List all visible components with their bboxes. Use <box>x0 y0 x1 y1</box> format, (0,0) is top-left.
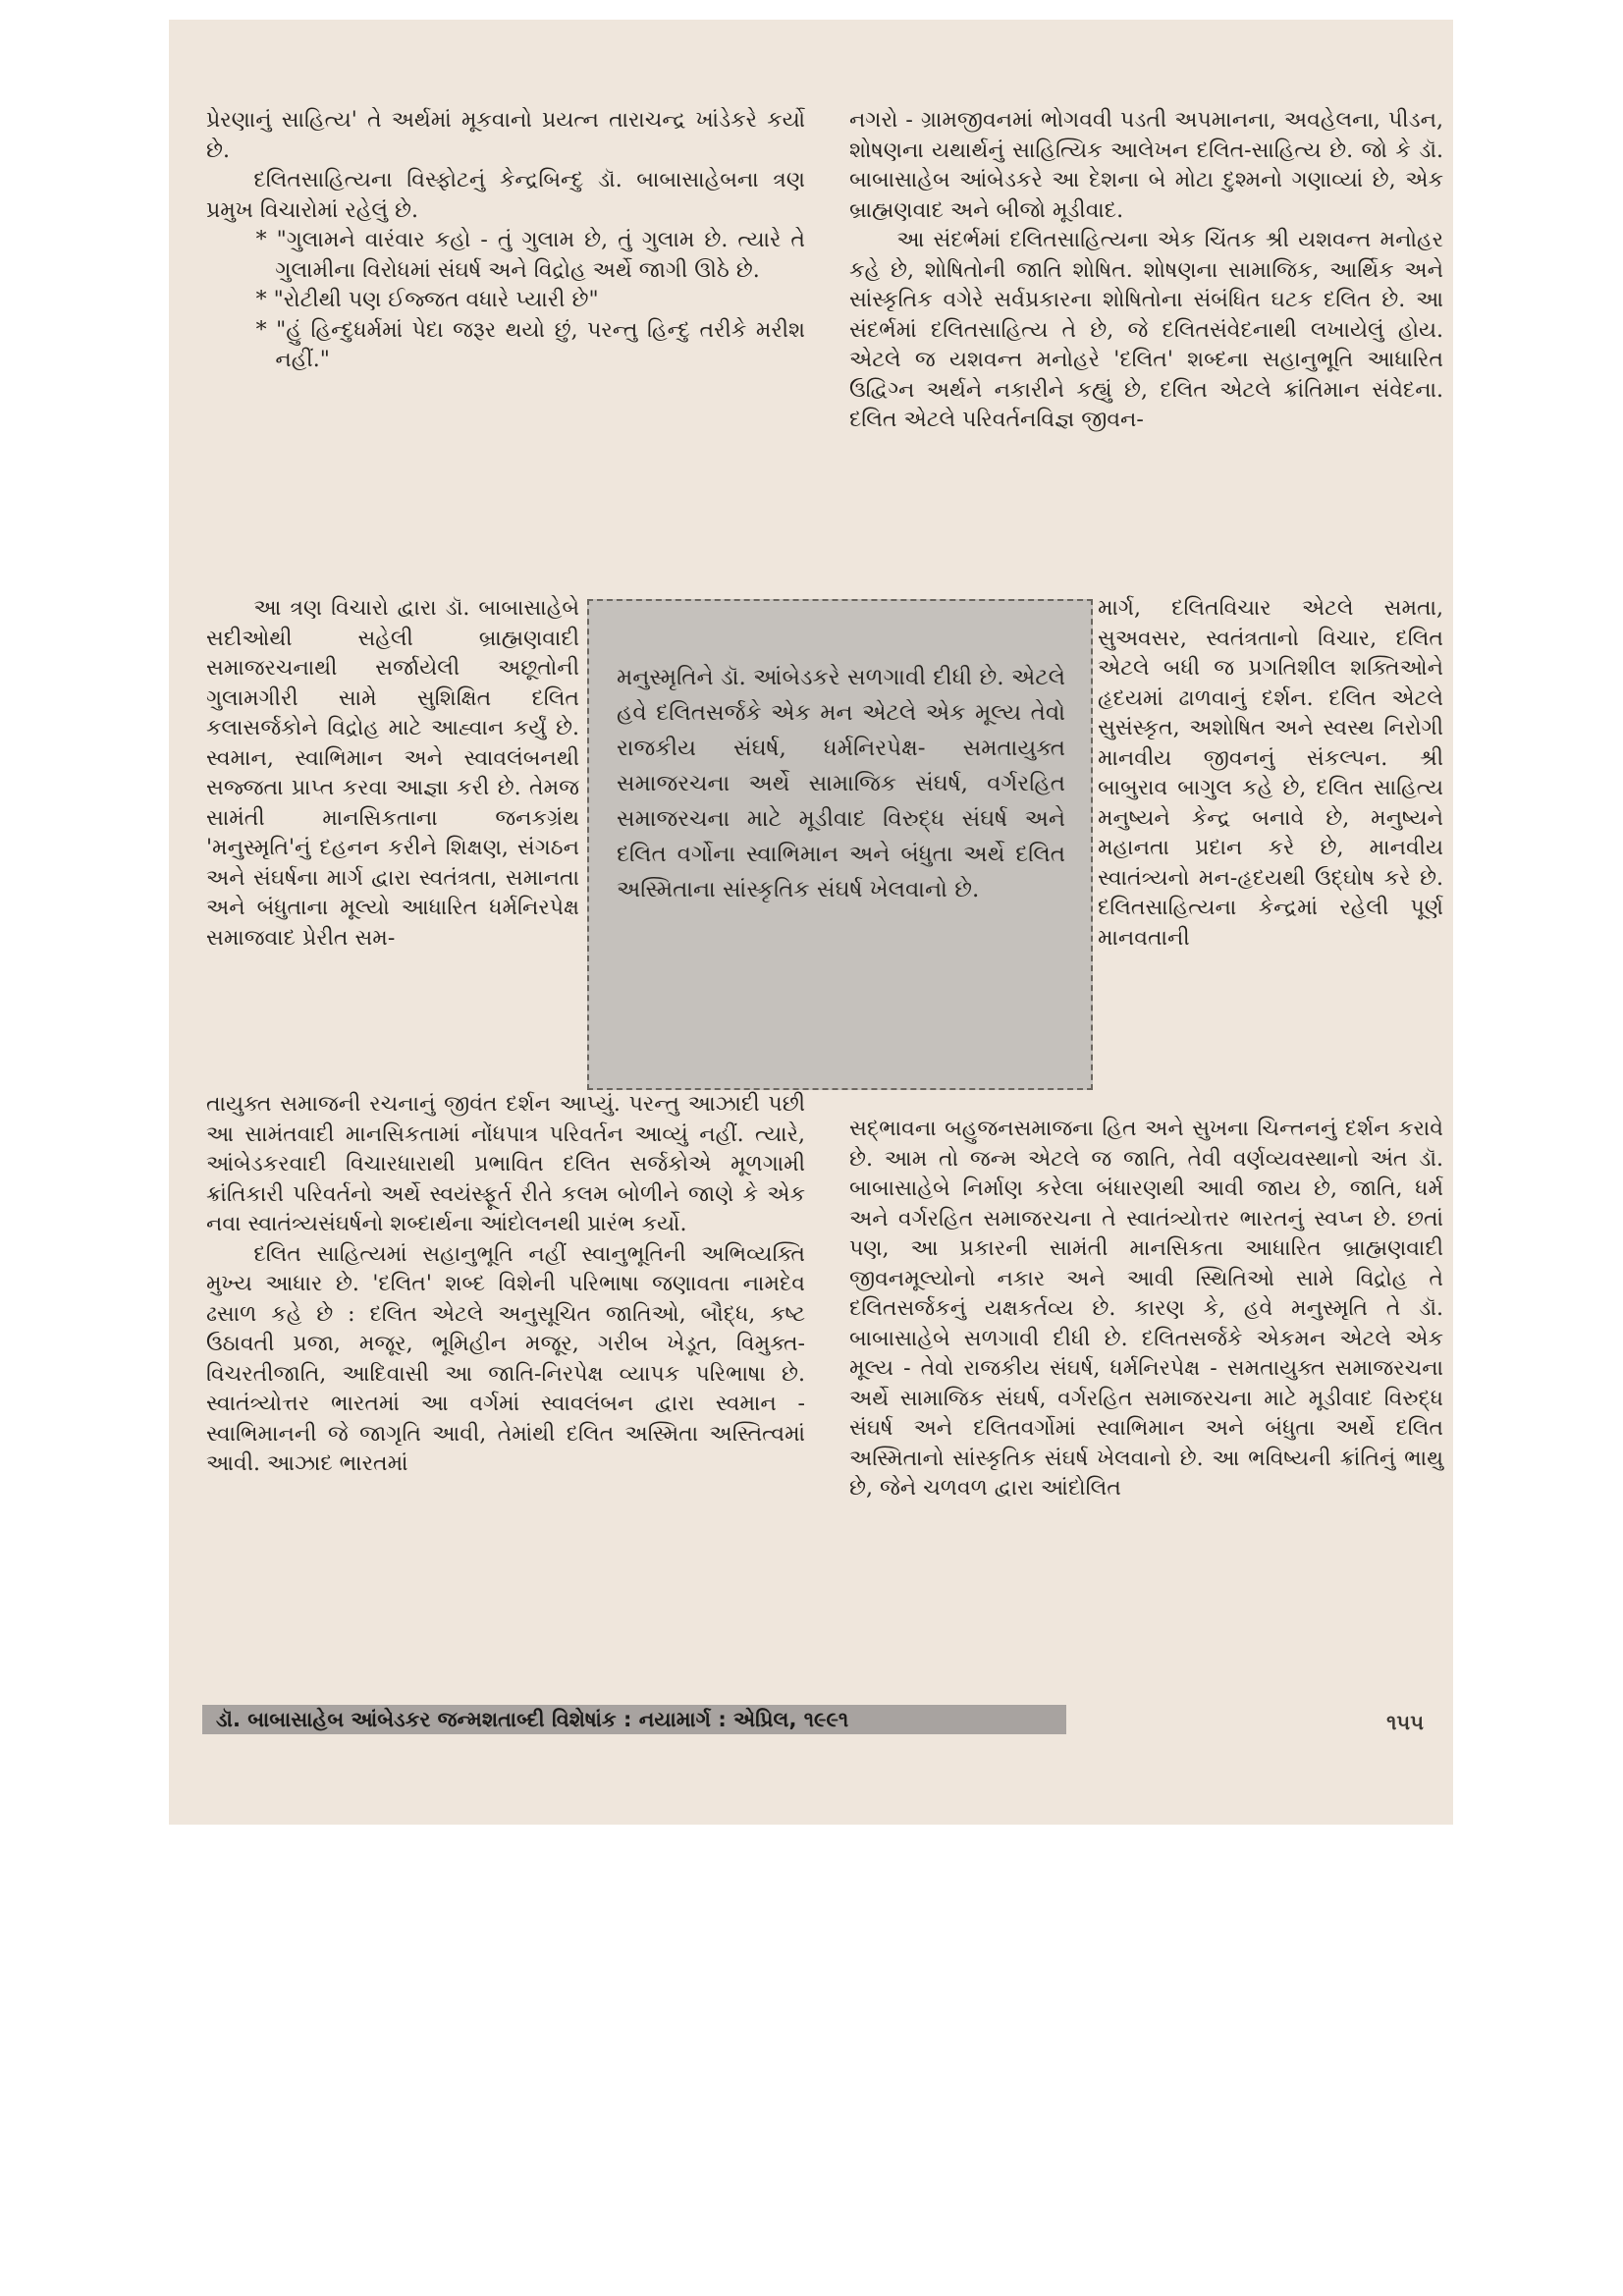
pull-quote-box <box>587 599 1093 1090</box>
right-bottom-paragraph: સદ્ભાવના બહુજનસમાજના હિત અને સુખના ચિન્તનનું દર્શન કરાવે છે. આમ તો જન્મ એટલે જ જાતિ, તેવી વર્ણવ્યવસ્થાનો અંત ડૉ. બાબાસાહેબે નિર્માણ કરેલા બંધારણથી આવી જાય છે, જાતિ, ધર્મ અને વર્ગરહિત સમાજરચના તે સ્વાતંત્ર્યોત્તર ભારતનું સ્વપ્ન છે. છતાં પણ, આ પ્રકારની સામંતી માનસિકતા આધારિત બ્રાહ્મણવાદી જીવનમૂલ્યોનો નકાર અને આવી સ્થિતિઓ સામે વિદ્રોહ તે દલિતસર્જકનું યક્ષકર્તવ્ય છે. કારણ કે, હવે મનુસ્મૃતિ તે ડૉ. બાબાસાહેબે સળગાવી દીધી છે. દલિતસર્જકે એકમન એટલે એક મૂલ્ય - તેવો રાજકીય સંઘર્ષ, ધર્મનિરપેક્ષ - સમતાયુક્ત સમાજરચના અર્થે સામાજિક સંઘર્ષ, વર્ગરહિત સમાજરચના માટે મૂડીવાદ વિરુદ્ધ સંઘર્ષ અને દલિતવર્ગોમાં સ્વાભિમાન અને બંધુતા અર્થે દલિત અસ્મિતાનો સાંસ્કૃતિક સંઘર્ષ ખેલવાનો છે. આ ભવિષ્યની ક્રાંતિનું ભાથુ છે, જેને ચળવળ દ્વારા આંદોલિત <box>849 1117 1443 1501</box>
paragraph: દલિતસાહિત્યના વિસ્ફોટનું કેન્દ્રબિન્દુ ડૉ. બાબાસાહેબના ત્રણ પ્રમુખ વિચારોમાં રહેલું છે. <box>206 168 805 223</box>
paragraph: * "રોટીથી પણ ઈજ્જત વધારે પ્યારી છે" <box>255 288 599 312</box>
left-column-narrow <box>206 594 579 954</box>
page-number: ૧૫૫ <box>1386 1711 1424 1734</box>
left-column-bottom <box>206 1090 805 1480</box>
running-footer-title: ડૉ. બાબાસાહેબ આંબેડકર જન્મશતાબ્દી વિશેષાંક : નયામાર્ગ : એપ્રિલ, ૧૯૯૧ <box>216 1708 849 1731</box>
right-narrow-paragraph: માર્ગ, દલિતવિચાર એટલે સમતા, સુઅવસર, સ્વતંત્રતાનો વિચાર, દલિત એટલે બધી જ પ્રગતિશીલ શક્તિઓને હૃદયમાં ઢાળવાનું દર્શન. દલિત એટલે સુસંસ્કૃત, અશોષિત અને સ્વસ્થ નિરોગી માનવીય જીવનનું સંકલ્પન. શ્રી બાબુરાવ બાગુલ કહે છે, દલિત સાહિત્ય મનુષ્યને કેન્દ્ર બનાવે છે, મનુષ્યને મહાનતા પ્રદાન કરે છે, માનવીય સ્વાતંત્ર્યનો મન-હૃદયથી ઉદ્ઘોષ કરે છે. દલિતસાહિત્યના કેન્દ્રમાં રહેલી પૂર્ણ માનવતાની <box>1098 596 1443 951</box>
pull-quote-text: મનુસ્મૃતિને ડૉ. આંબેડકરે સળગાવી દીધી છે. એટલે હવે દલિતસર્જકે એક મન એટલે એક મૂલ્ય તેવો રાજકીય સંઘર્ષ, ધર્મનિરપેક્ષ- સમતાયુક્ત સમાજરચના અર્થે સામાજિક સંઘર્ષ, વર્ગરહિત સમાજરચના માટે મૂડીવાદ વિરુદ્ધ સંઘર્ષ અને દલિત વર્ગોના સ્વાભિમાન અને બંધુતા અર્થે દલિત અસ્મિતાના સાંસ્કૃતિક સંઘર્ષ ખેલવાનો છે. <box>617 665 1065 902</box>
paragraph: નગરો - ગ્રામજીવનમાં ભોગવવી પડતી અપમાનના, અવહેલના, પીડન, શોષણના યથાર્થનું સાહિત્યિક આલેખન દલિત-સાહિત્ય છે. જો કે ડૉ. બાબાસાહેબ આંબેડકરે આ દેશના બે મોટા દુશ્મનો ગણાવ્યાં છે, એક બ્રાહ્મણવાદ અને બીજો મૂડીવાદ. <box>849 108 1443 223</box>
paragraph: * "ગુલામને વારંવાર કહો - તું ગુલામ છે, તું ગુલામ છે. ત્યારે તે ગુલામીના વિરોધમાં સંઘર્ષ અને વિદ્રોહ અર્થે જાગી ઊઠે છે. <box>255 228 805 283</box>
left-narrow-paragraph: આ ત્રણ વિચારો દ્વારા ડૉ. બાબાસાહેબે સદીઓથી સહેલી બ્રાહ્મણવાદી સમાજરચનાથી સર્જાયેલી અછૂતોની ગુલામગીરી સામે સુશિક્ષિત દલિત કલાસર્જકોને વિદ્રોહ માટે આહ્વાન કર્યું છે. સ્વમાન, સ્વાભિમાન અને સ્વાવલંબનથી સજ્જતા પ્રાપ્ત કરવા આજ્ઞા કરી છે. તેમજ સામંતી માનસિકતાના જનકગ્રંથ 'મનુસ્મૃતિ'નું દહનન કરીને શિક્ષણ, સંગઠન અને સંઘર્ષના માર્ગ દ્વારા સ્વતંત્રતા, સમાનતા અને બંધુતાના મૂલ્યો આધારિત ધર્મનિરપેક્ષ સમાજવાદ પ્રેરીત સમ- <box>206 596 579 951</box>
paragraph: તાયુક્ત સમાજની રચનાનું જીવંત દર્શન આપ્યું. પરન્તુ આઝાદી પછી આ સામંતવાદી માનસિકતામાં નોંધપાત્ર પરિવર્તન આવ્યું નહીં. ત્યારે, આંબેડકરવાદી વિચારધારાથી પ્રભાવિત દલિત સર્જકોએ મૂળગામી ક્રાંતિકારી પરિવર્તનો અર્થે સ્વયંસ્ફૂર્ત રીતે કલમ બોળીને જાણે કે એક નવા સ્વાતંત્ર્યસંઘર્ષનો શબ્દાર્થના આંદોલનથી પ્રારંભ કર્યો. <box>206 1092 805 1236</box>
paragraph: * "હું હિન્દુધર્મમાં પેદા જરૂર થયો છું, પરન્તુ હિન્દુ તરીકે મરીશ નહીં." <box>255 317 805 372</box>
paragraph: આ સંદર્ભમાં દલિતસાહિત્યના એક ચિંતક શ્રી યશવન્ત મનોહર કહે છે, શોષિતોની જાતિ શોષિત. શોષણના સામાજિક, આર્થિક અને સાંસ્કૃતિક વગેરે સર્વપ્રકારના શોષિતોના સંબંધિત ઘટક દલિત છે. આ સંદર્ભમાં દલિતસાહિત્ય તે છે, જે દલિતસંવેદનાથી લખાયેલું હોય. એટલે જ યશવન્ત મનોહરે 'દલિત' શબ્દના સહાનુભૂતિ આધારિત ઉદ્વિગ્ન અર્થને નકારીને કહ્યું છે, દલિત એટલે ક્રાંતિમાન સંવેદના. દલિત એટલે પરિવર્તનવિજ્ઞ જીવન- <box>849 228 1443 432</box>
paragraph: પ્રેરણાનું સાહિત્ય' તે અર્થમાં મૂકવાનો પ્રયત્ન તારાચન્દ્ર ખાંડેકરે કર્યો છે. <box>206 108 805 163</box>
left-column-top <box>206 106 805 376</box>
right-column-narrow <box>1098 594 1443 954</box>
right-column-top <box>849 106 1443 436</box>
right-column-bottom <box>849 1115 1443 1504</box>
paragraph: દલિત સાહિત્યમાં સહાનુભૂતિ નહીં સ્વાનુભૂતિની અભિવ્યક્તિ મુખ્ય આધાર છે. 'દલિત' શબ્દ વિશેની પરિભાષા જણાવતા નામદેવ ઢસાળ કહે છે : દલિત એટલે અનુસૂચિત જાતિઓ, બૌદ્ધ, કષ્ટ ઉઠાવતી પ્રજા, મજૂર, ભૂમિહીન મજૂર, ગરીબ ખેડૂત, વિમુક્ત-વિચરતીજાતિ, આદિવાસી આ જાતિ-નિરપેક્ષ વ્યાપક પરિભાષા છે. સ્વાતંત્ર્યોત્તર ભારતમાં આ વર્ગમાં સ્વાવલંબન દ્વારા સ્વમાન - સ્વાભિમાનની જે જાગૃતિ આવી, તેમાંથી દલિત અસ્મિતા અસ્તિત્વમાં આવી. આઝાદ ભારતમાં <box>206 1241 805 1476</box>
